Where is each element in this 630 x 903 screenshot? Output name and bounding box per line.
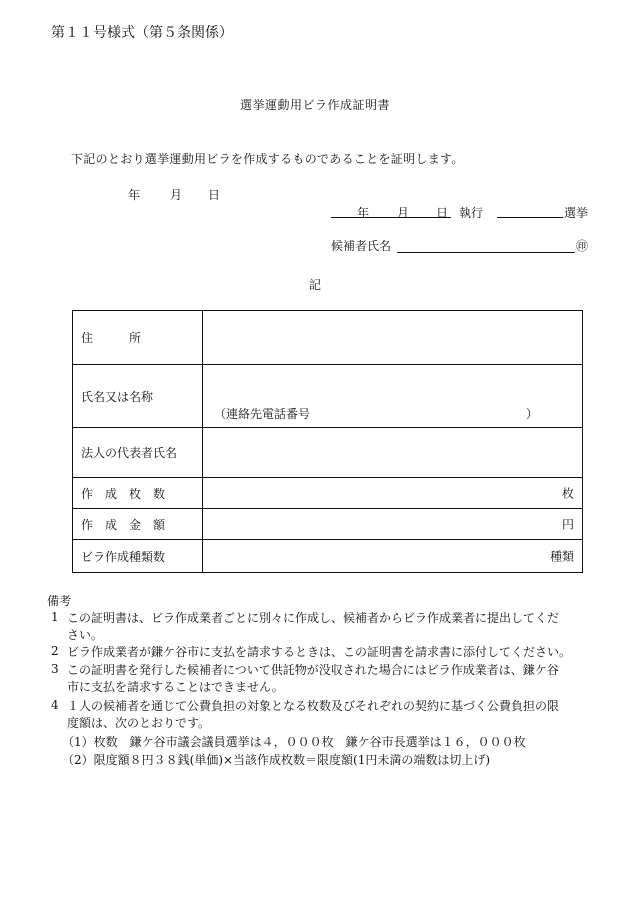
count-field[interactable]	[203, 478, 583, 509]
remarks-heading: 備考	[47, 594, 72, 608]
exec-month-label: 月	[397, 206, 410, 220]
date-month-label: 月	[170, 188, 183, 202]
certificate-table	[72, 310, 583, 573]
representative-label: 法人の代表者氏名	[73, 428, 203, 478]
contact-phone-close: ）	[526, 407, 539, 421]
table-row-amount	[73, 509, 583, 540]
amount-unit: 円	[561, 517, 574, 532]
document-title: 選挙運動用ビラ作成証明書	[239, 98, 390, 112]
table-row-count	[73, 478, 583, 509]
execution-label: 執行	[459, 206, 484, 220]
name-field[interactable]	[203, 365, 583, 428]
name-label: 氏名又は名称	[73, 365, 203, 428]
representative-field[interactable]	[203, 428, 583, 478]
remark-number: 1	[51, 610, 59, 624]
remark-subitem: （1）枚数 鎌ケ谷市議会議員選挙は４，０００枚 鎌ケ谷市長選挙は１６，０００枚	[62, 735, 526, 749]
count-unit: 枚	[561, 486, 574, 501]
types-unit: 種類	[549, 549, 574, 564]
types-label: ビラ作成種類数	[73, 540, 203, 573]
contact-phone-label: （連絡先電話番号	[214, 407, 311, 421]
remark-subitem: （2）限度額８円３８銭(単価)×当該作成枚数＝限度額(1円未満の端数は切上げ)	[62, 753, 491, 767]
count-label: 作 成 枚 数	[73, 478, 203, 509]
table-row-address	[73, 311, 583, 365]
remark-line: この証明書を発行した候補者について供託物が没収された場合にはビラ作成業者は、鎌ケ谷	[67, 663, 559, 677]
amount-field[interactable]	[203, 509, 583, 540]
exec-year-label: 年	[357, 206, 370, 220]
remark-number: 3	[51, 662, 59, 676]
table-row-types	[73, 540, 583, 573]
execution-date-line[interactable]	[331, 217, 451, 218]
remark-line: ビラ作成業者が鎌ケ谷市に支払を請求するときは、この証明書を請求書に添付してください。	[67, 645, 572, 659]
remark-line: この証明書は、ビラ作成業者ごとに別々に作成し、候補者からビラ作成業者に提出してくだ	[67, 611, 560, 625]
remark-number: 2	[51, 644, 59, 658]
remark-line: 市に支払を請求することはできません。	[67, 680, 284, 694]
candidate-name-line[interactable]	[397, 252, 575, 253]
address-label: 住 所	[73, 311, 203, 365]
ki-heading: 記	[308, 278, 321, 292]
types-field[interactable]	[203, 540, 583, 573]
remark-line: １人の候補者を通じて公費負担の対象となる枚数及びそれぞれの契約に基づく公費負担の限	[67, 699, 560, 713]
seal-mark: ㊞	[576, 239, 589, 253]
remark-line: 度額は、次のとおりです。	[67, 716, 211, 730]
remark-number: 4	[51, 698, 59, 712]
table-row-representative	[73, 428, 583, 478]
candidate-name-label: 候補者氏名	[331, 239, 392, 253]
address-field[interactable]	[203, 311, 583, 365]
amount-label: 作 成 金 額	[73, 509, 203, 540]
remark-line: さい。	[67, 628, 104, 642]
date-day-label: 日	[208, 188, 221, 202]
table-row-name	[73, 365, 583, 428]
date-year-label: 年	[128, 188, 141, 202]
form-number: 第１１号様式（第５条関係）	[51, 25, 233, 41]
intro-statement: 下記のとおり選挙運動用ビラを作成するものであることを証明します。	[71, 152, 464, 166]
election-label: 選挙	[564, 206, 589, 220]
exec-day-label: 日	[436, 206, 449, 220]
election-name-line[interactable]	[497, 217, 563, 218]
